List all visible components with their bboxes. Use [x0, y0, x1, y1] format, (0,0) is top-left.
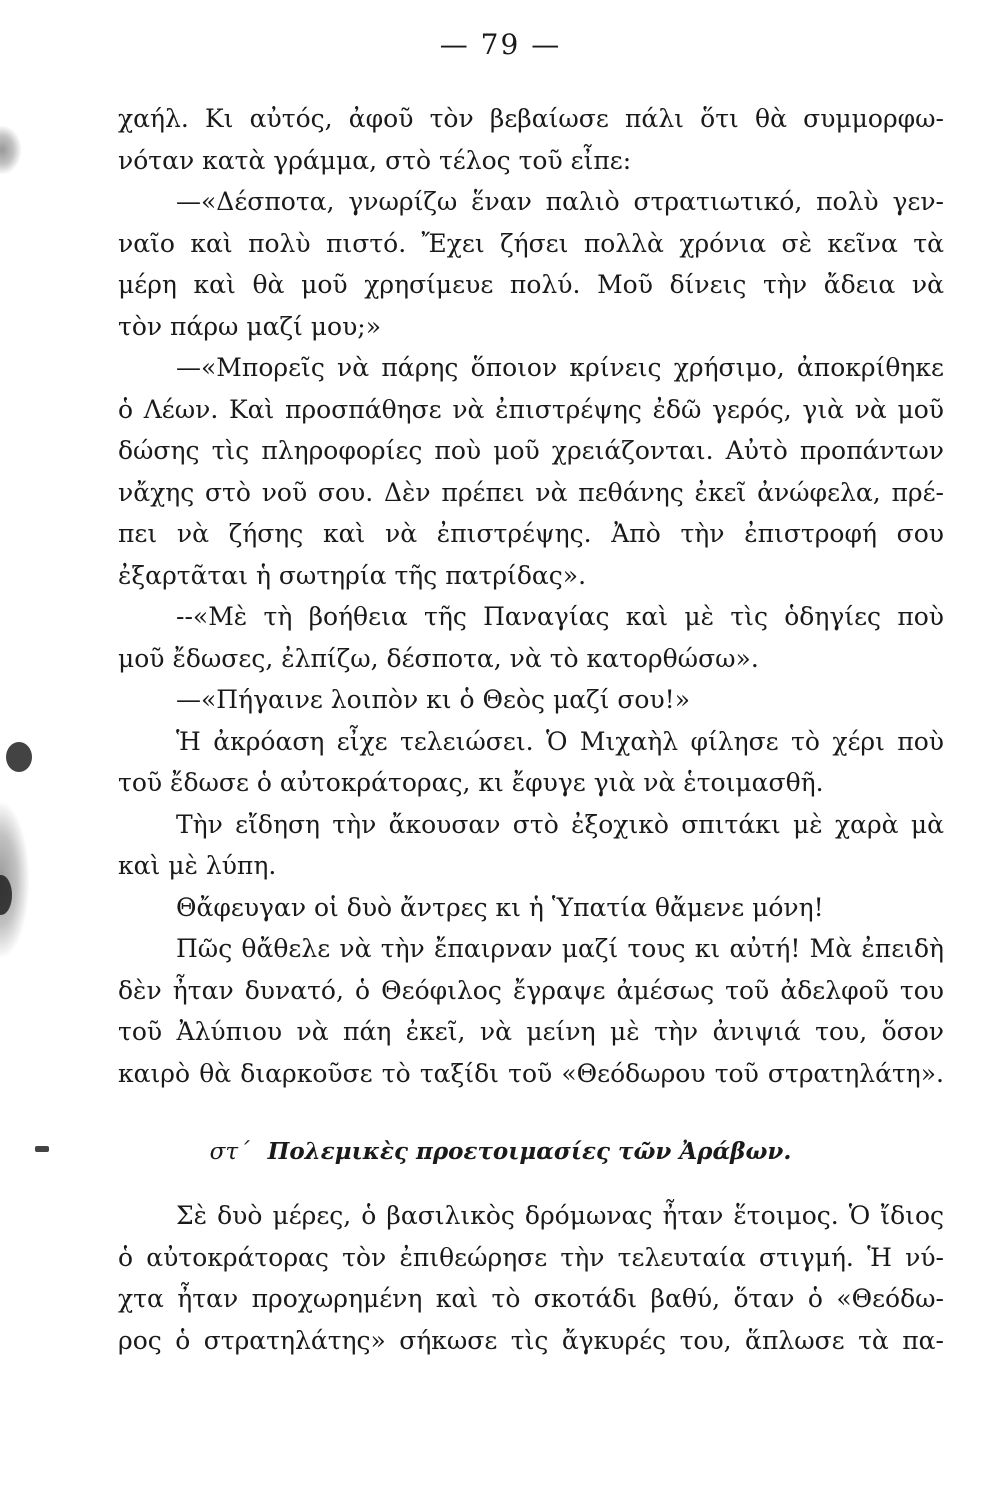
section-number: στ΄	[209, 1139, 250, 1165]
text-line: νόταν κατὰ γράμμα, στὸ τέλος τοῦ εἶπε:	[118, 145, 632, 175]
text-line: νἄχης στὸ νοῦ σου. Δὲν πρέπει νὰ πεθάνης ἐκεῖ ἀνώφελα, πρέ-	[118, 477, 944, 507]
text-line: καιρὸ θὰ διαρκοῦσε τὸ ταξίδι τοῦ «Θεόδωρου τοῦ στρατηλάτη».	[118, 1058, 944, 1088]
page-number: — 79 —	[439, 28, 562, 61]
text-line: Θἄφευγαν οἱ δυὸ ἄντρες κι ἡ Ὑπατία θἄμενε μόνη!	[176, 892, 824, 922]
text-line: δὲν ἦταν δυνατό, ὁ Θεόφιλος ἔγραψε ἀμέσως τοῦ ἀδελφοῦ του	[118, 975, 944, 1005]
text-line: καὶ μὲ λύπη.	[118, 851, 277, 880]
main-text	[118, 98, 944, 1094]
text-line: Ἡ ἀκρόαση εἶχε τελειώσει. Ὁ Μιχαὴλ φίλησε τὸ χέρι ποὺ	[176, 726, 944, 756]
text-line: χαήλ. Κι αὐτός, ἀφοῦ τὸν βεβαίωσε πάλι ὅτι θὰ συμμορφω-	[118, 104, 944, 133]
text-line: μέρη καὶ θὰ μοῦ χρησίμευε πολύ. Μοῦ δίνεις τὴν ἄδεια νὰ	[118, 270, 944, 299]
text-line: τοῦ ἔδωσε ὁ αὐτοκράτορας, κι ἔφυγε γιὰ νὰ ἑτοιμασθῆ.	[118, 768, 824, 797]
text-line: —«Δέσποτα, γνωρίζω ἕναν παλιὸ στρατιωτικό, πολὺ γεν-	[176, 187, 944, 216]
text-line: ὁ Λέων. Καὶ προσπάθησε νὰ ἐπιστρέψης ἐδῶ γερός, γιὰ νὰ μοῦ	[118, 394, 944, 424]
text-line: μοῦ ἔδωσες, ἐλπίζω, δέσποτα, νὰ τὸ κατορθώσω».	[118, 643, 759, 673]
text-line: δώσης τὶς πληροφορίες ποὺ μοῦ χρειάζονται. Αὐτὸ προπάντων	[118, 436, 944, 465]
text-line: Τὴν εἴδηση τὴν ἄκουσαν στὸ ἐξοχικὸ σπιτάκι μὲ χαρὰ μὰ	[176, 809, 944, 839]
text-line: --«Μὲ τὴ βοήθεια τῆς Παναγίας καὶ μὲ τὶς ὁδηγίες ποὺ	[176, 602, 944, 631]
text-line: τοῦ Ἀλύπιου νὰ πάη ἐκεῖ, νὰ μείνη μὲ τὴν ἀνιψιά του, ὅσον	[118, 1017, 944, 1046]
text-line: ὁ αὐτοκράτορας τὸν ἐπιθεώρησε τὴν τελευταία στιγμή. Ἡ νύ-	[118, 1242, 944, 1272]
margin-smudge	[0, 125, 22, 175]
text-line: χτα ἦταν προχωρημένη καὶ τὸ σκοτάδι βαθύ, ὅταν ὁ «Θεόδω-	[118, 1284, 944, 1313]
text-line: Πῶς θἄθελε νὰ τὴν ἔπαιρναν μαζί τους κι αὐτή! Μὰ ἐπειδὴ	[176, 934, 944, 963]
section-heading	[0, 1132, 1001, 1172]
text-line: ἐξαρτᾶται ἡ σωτηρία τῆς πατρίδας».	[118, 560, 587, 590]
text-line: τὸν πάρω μαζί μου;»	[118, 311, 382, 341]
text-line: πει νὰ ζήσης καὶ νὰ ἐπιστρέψης. Ἀπὸ τὴν ἐπιστροφή σου	[118, 519, 944, 548]
section-title: Πολεμικὲς προετοιμασίες τῶν Ἀράβων.	[267, 1138, 792, 1165]
text-line: ναῖο καὶ πολὺ πιστό. Ἔχει ζήσει πολλὰ χρόνια σὲ κεῖνα τὰ	[118, 228, 944, 258]
margin-blot	[6, 742, 32, 772]
text-line: ρος ὁ στρατηλάτης» σήκωσε τὶς ἄγκυρές του, ἅπλωσε τὰ πα-	[118, 1325, 944, 1355]
text-line: Σὲ δυὸ μέρες, ὁ βασιλικὸς δρόμωνας ἦταν ἕτοιμος. Ὁ ἴδιος	[176, 1201, 944, 1230]
text-line: —«Πήγαινε λοιπὸν κι ὁ Θεὸς μαζί σου!»	[176, 685, 691, 714]
text-line: —«Μπορεῖς νὰ πάρης ὅποιον κρίνεις χρήσιμο, ἀποκρίθηκε	[176, 353, 944, 382]
section-text	[118, 1195, 944, 1361]
